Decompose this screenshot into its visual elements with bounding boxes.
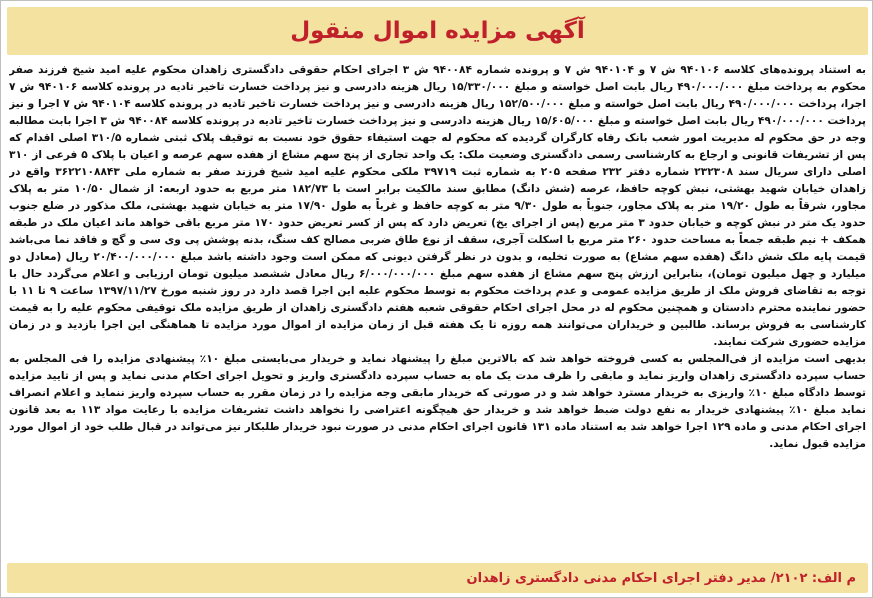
notice-signature: م الف: ۲۱۰۲/ مدیر دفتر اجرای احکام مدنی دادگستری زاهدان (466, 570, 856, 586)
signature-band (7, 563, 868, 593)
notice-paragraph-terms: بدیهی است مزایده از فی‌المجلس به کسی فروخته خواهد شد که بالاترین مبلغ را پیشنهاد نماید و خریدار می‌بایستی مبلغ ۱۰٪ پیشنهادی مزایده را فی المجلس به حساب سپرده دادگستری زاهدان واریز نماید و مابقی را ظرف مدت یک ماه به حساب سپرده دادگستری واریز و تحویل اجرای احکام مدنی نماید و پس از تایید مزایده توسط دادگاه مبلغ ۱۰٪ واریزی به خریدار مسترد خواهد شد و در صورتی که خریدار مابقی وجه مزایده را در زمان مقرر به حساب سپرده واریز ننماید و اعلام انصراف نماید مبلغ ۱۰٪ پیشنهادی خریدار به نفع دولت ضبط خواهد شد و خریدار حق هیچگونه اعتراضی را نخواهد داشت تشریفات مزایده با رعایت مواد ۱۱۳ به بعد قانون اجرای احکام مدنی و ماده ۱۲۹ اجرا خواهد شد به استناد ماده ۱۳۱ قانون اجرای احکام مدنی در صورت نبود خریدار طلبکار نیز می‌تواند در قبال طلب خود از اموال مورد مزایده قبول نماید. (9, 353, 866, 450)
notice-body (9, 62, 866, 556)
notice-paragraph-main: به استناد پرونده‌های کلاسه ۹۴۰۱۰۶ ش ۷ و ۹۴۰۱۰۴ ش ۷ و پرونده شماره ۹۴۰۰۸۴ ش ۳ اجرای احکام حقوقی دادگستری زاهدان محکوم علیه امید شیخ فرزند صفر محکوم به پرداخت مبلغ ۴۹۰/۰۰۰/۰۰۰ ریال بابت اصل خواسته و مبلغ ۱۵/۳۳۰/۰۰۰ ریال هزینه دادرسی و نیز پرداخت خسارت تاخیر تادیه در پرونده کلاسه ۹۴۰۱۰۶ ش ۷ اجرا، پرداخت ۴۹۰/۰۰۰/۰۰۰ ریال بابت اصل خواسته و مبلغ ۱۵۲/۵۰۰/۰۰۰ ریال هزینه دادرسی و نیز پرداخت خسارت تاخیر تادیه در پرونده کلاسه ۹۴۰۱۰۴ ش ۷ اجرا و نیز پرداخت ۴۹۰/۰۰۰/۰۰۰ ریال بابت اصل خواسته و مبلغ ۱۵/۶۰۵/۰۰۰ ریال هزینه دادرسی و نیز پرداخت خسارت تاخیر تادیه در پرونده کلاسه ۹۴۰۰۸۴ ش ۳ اجرا بابت مطالبه وجه در حق محکوم له مدیریت امور شعب بانک رفاه کارگران گردیده که محکوم له جهت استیفاء حقوق خود نسبت به توقیف پلاک ثبتی شماره ۳۱۰/۵ اصلی اقدام که پس از تشریفات قانونی و ارجاع به کارشناسی رسمی دادگستری وضعیت ملک: یک واحد تجاری از پنج سهم مشاع از هفده سهم عرصه و اعیان با پلاک ۵ فرعی از ۳۱۰ اصلی دارای سریال سند ۲۳۲۳۰۸ شماره دفتر ۲۳۲ صفحه ۲۰۵ به شماره ثبت ۳۹۷۱۹ ملکی محکوم علیه امید شیخ فرزند صفر به شماره ملی ۳۶۲۲۱۰۸۸۴۳ واقع در زاهدان خیابان شهید بهشتی، نبش کوچه حافظ، عرصه (شش دانگ) مطابق سند مالکیت برابر است با ۱۸۲/۷۳ متر مربع به حدود اربعه: از شمال ۱۰/۵۰ متر به پلاک مجاور، شرقاً به طول ۱۹/۲۰ متر به پلاک مجاور، جنوباً به طول ۹/۳۰ متر به کوچه حافظ و غرباً به طول ۱۷/۹۰ متر به خیابان شهید بهشتی، ملک مذکور در ضلع جنوب حدود یک متر در نبش کوچه و خیابان حدود ۳ متر مربع (پس از اجرای یخ) تعریض دارد که پس از کسر تعریض حدود ۱۷۰ متر مربع باقی خواهد ماند اعیان ملک در طبقه همکف + نیم طبقه جمعاً به مساحت حدود ۲۶۰ متر مربع با اسکلت آجری، سقف از نوع طاق ضربی مصالح کف سنگ، بدنه پوشش پی وی سی و گچ و فاقد نما می‌باشد قیمت پایه ملک شش دانگ (هفده سهم مشاع) به صورت تخلیه، و بدون در نظر گرفتن دیونی که ممکن است وجود داشته باشد مبلغ ۲۰/۴۰۰/۰۰۰/۰۰۰ ریال (معادل دو میلیارد و چهل میلیون تومان)، بنابراین ارزش پنج سهم مشاع از هفده سهم مبلغ ۶/۰۰۰/۰۰۰/۰۰۰ ریال معادل ششصد میلیون تومان ارزیابی و اعلام می‌گردد حال با توجه به تقاضای فروش ملک از طریق مزایده عمومی و عدم پرداخت محکوم به توسط محکوم علیه این اجرا قصد دارد در روز شنبه مورخ ۱۳۹۷/۱۱/۲۷ ساعت ۹ تا ۱۱ با حضور نماینده محترم دادستان و همچنین محکوم له در محل اجرای احکام حقوقی شعبه هفتم دادگستری زاهدان از طریق مزایده ملک توقیفی محکوم علیه را به قیمت کارشناسی به فروش برساند. طالبین و خریداران می‌توانند همه روزه تا یک هفته قبل از زمان مزایده از اموال مورد مزایده تا هماهنگی این اجرا بازدید و در زمان مزایده حضوری شرکت نمایند. (9, 64, 866, 348)
title-band (7, 7, 868, 55)
notice-title: آگهی مزایده اموال منقول (290, 18, 585, 44)
